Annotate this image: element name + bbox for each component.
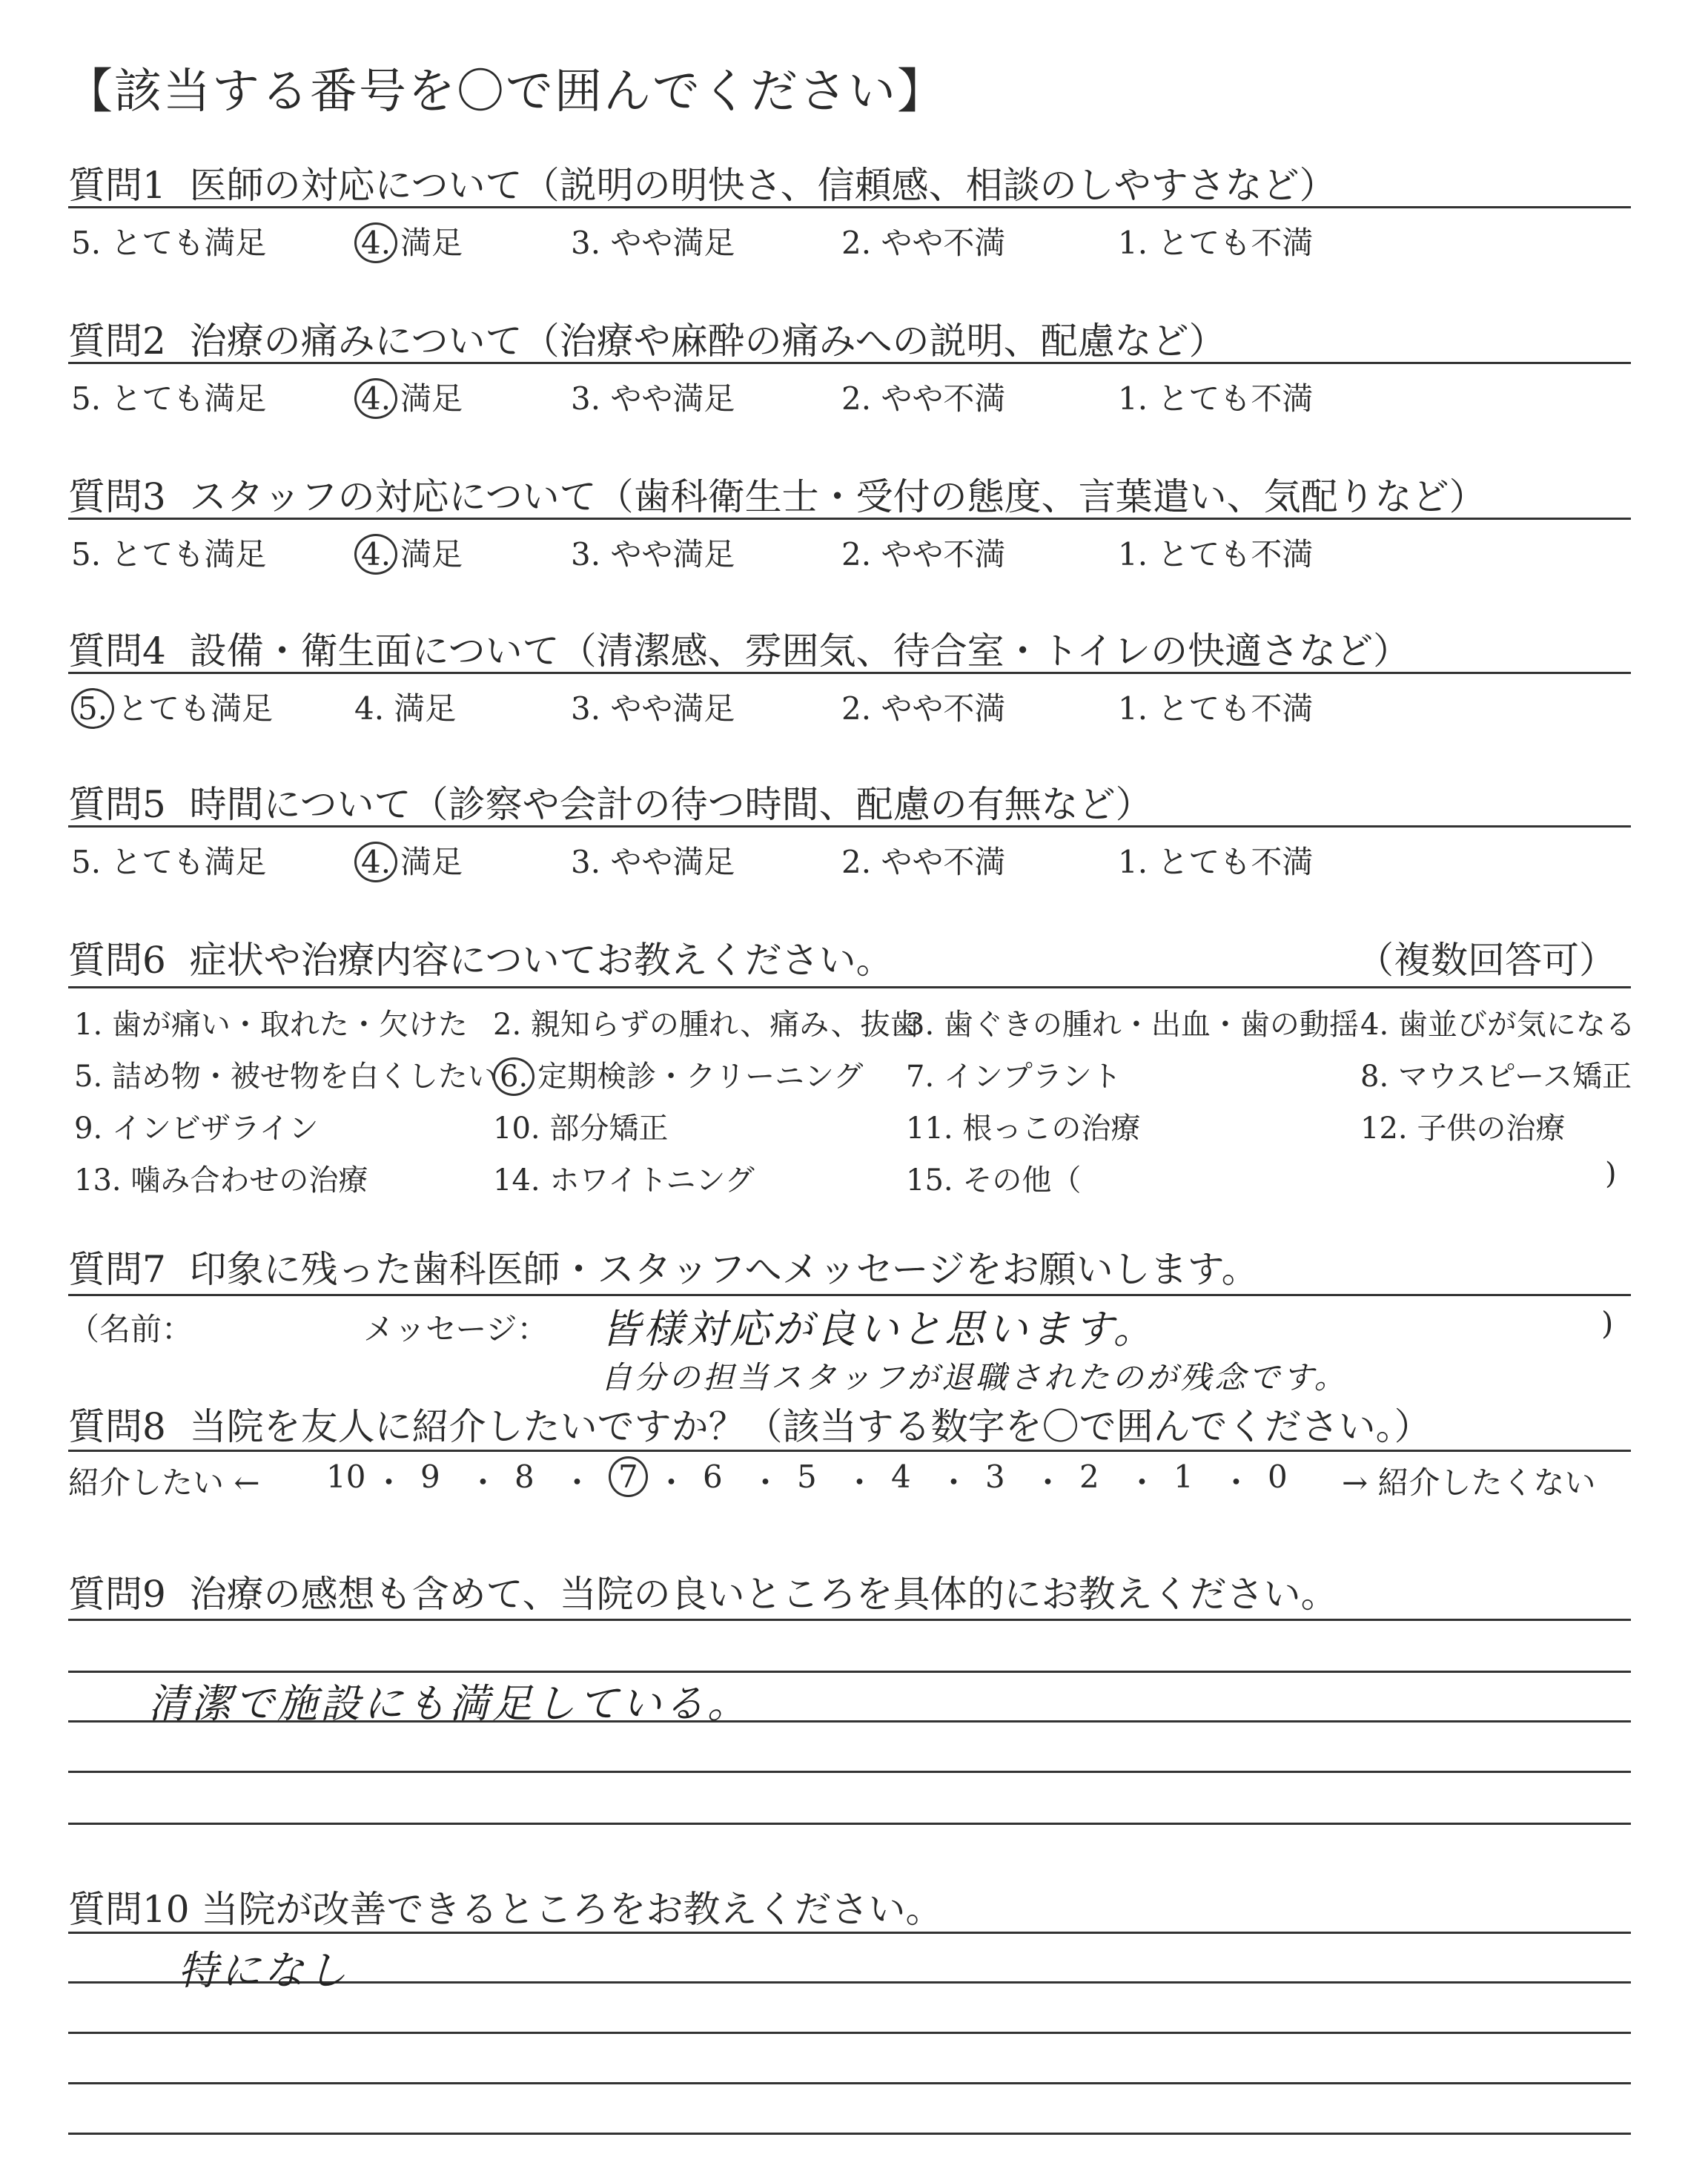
q7-heading xyxy=(68,1240,1259,1293)
q4-option-3[interactable]: 3. やや満足 xyxy=(571,690,735,727)
q8-separator: ・ xyxy=(655,1464,687,1501)
q4-option-2[interactable]: 2. やや不満 xyxy=(841,690,1006,727)
q10-text: 当院が改善できるところをお教えください。 xyxy=(201,1888,943,1931)
q8-separator: ・ xyxy=(1032,1464,1064,1501)
q6-option-12[interactable]: 12. 子供の治療 xyxy=(1360,1112,1566,1146)
q2-option-5[interactable]: 5. とても満足 xyxy=(71,380,267,417)
q6-label: 質問6 xyxy=(68,939,166,982)
q9-heading xyxy=(68,1565,1338,1618)
q5-option-5[interactable]: 5. とても満足 xyxy=(71,844,267,880)
q6-option-2[interactable]: 2. 親知らずの腫れ、痛み、抜歯 xyxy=(493,1008,920,1042)
q1-option-5[interactable]: 5. とても満足 xyxy=(71,225,267,261)
q1-option-2[interactable]: 2. やや不満 xyxy=(841,225,1006,261)
q7-message-label: メッセージ： xyxy=(363,1311,549,1347)
q8-scale-8[interactable]: 8 xyxy=(514,1459,534,1495)
selected-circle: 6. xyxy=(493,1057,534,1096)
q5-option-3[interactable]: 3. やや満足 xyxy=(571,844,735,880)
q6-option-4[interactable]: 4. 歯並びが気になる xyxy=(1360,1008,1635,1042)
q8-separator: ・ xyxy=(1220,1464,1252,1501)
q5-option-4[interactable]: 4. 満足 xyxy=(354,838,463,882)
page-title: 【該当する番号を〇で囲んでください】 xyxy=(65,65,946,119)
q3-heading xyxy=(68,467,1486,521)
q7-text: 印象に残った歯科医師・スタッフへメッセージをお願いします。 xyxy=(189,1248,1259,1291)
q10-heading xyxy=(68,1880,943,1933)
q4-rule xyxy=(68,672,1631,674)
q3-rule xyxy=(68,518,1631,520)
q6-option-9[interactable]: 9. インビザライン xyxy=(74,1112,319,1146)
q8-separator: ・ xyxy=(749,1464,781,1501)
q6-option-5[interactable]: 5. 詰め物・被せ物を白くしたい xyxy=(74,1060,497,1094)
q2-option-2[interactable]: 2. やや不満 xyxy=(841,380,1006,417)
q8-label: 質問8 xyxy=(68,1405,166,1448)
q6-option-15[interactable]: 15. その他（ xyxy=(906,1163,1082,1198)
q8-scale-6[interactable]: 6 xyxy=(703,1459,723,1495)
selected-circle: 4. xyxy=(354,842,397,882)
q4-label: 質問4 xyxy=(68,630,166,673)
q6-option-13[interactable]: 13. 噛み合わせの治療 xyxy=(74,1163,368,1198)
q10-label: 質問10 xyxy=(68,1888,190,1931)
q5-rule xyxy=(68,825,1631,828)
q10-answer: 特になし xyxy=(178,1947,350,1994)
q5-option-2[interactable]: 2. やや不満 xyxy=(841,844,1006,880)
q9-answer: 清潔で施設にも満足している。 xyxy=(148,1680,750,1727)
q1-option-3[interactable]: 3. やや満足 xyxy=(571,225,735,261)
q3-option-3[interactable]: 3. やや満足 xyxy=(571,536,735,572)
q7-message-line-1: 皆様対応が良いと思います。 xyxy=(600,1306,1156,1353)
q2-rule xyxy=(68,362,1631,364)
q2-text: 治療の痛みについて（治療や麻酔の痛みへの説明、配慮など） xyxy=(189,320,1226,363)
q5-label: 質問5 xyxy=(68,783,166,826)
q10-rule-4 xyxy=(68,2082,1631,2084)
q8-scale-2[interactable]: 2 xyxy=(1079,1459,1099,1495)
q6-option-14[interactable]: 14. ホワイトニング xyxy=(493,1163,755,1198)
q6-option-8[interactable]: 8. マウスピース矯正 xyxy=(1360,1060,1632,1094)
q6-note: （複数回答可） xyxy=(1357,939,1616,982)
q2-label: 質問2 xyxy=(68,320,166,363)
q4-heading xyxy=(68,621,1410,675)
q10-rule-3 xyxy=(68,2032,1631,2034)
q1-heading xyxy=(68,156,1337,209)
q6-option-3[interactable]: 3. 歯ぐきの腫れ・出血・歯の動揺 xyxy=(906,1008,1359,1042)
q8-scale-1[interactable]: 1 xyxy=(1174,1459,1194,1495)
q5-heading xyxy=(68,775,1153,828)
q7-close-paren: ) xyxy=(1601,1305,1614,1341)
q8-scale-4[interactable]: 4 xyxy=(891,1459,911,1495)
q8-text: 当院を友人に紹介したいですか？（該当する数字を〇で囲んでください。） xyxy=(189,1405,1431,1448)
selected-circle: 5. xyxy=(71,688,114,729)
q1-option-1[interactable]: 1. とても不満 xyxy=(1118,225,1314,261)
selected-circle: 4. xyxy=(354,534,397,575)
q2-heading xyxy=(68,311,1226,365)
q8-scale-9[interactable]: 9 xyxy=(420,1459,440,1495)
q8-left-label: 紹介したい ← xyxy=(68,1464,260,1501)
q6-other-close: ) xyxy=(1605,1157,1617,1191)
selected-circle: 7 xyxy=(609,1456,648,1497)
q1-text: 医師の対応について（説明の明快さ、信頼感、相談のしやすさなど） xyxy=(189,164,1337,207)
q1-label: 質問1 xyxy=(68,164,166,207)
q8-separator: ・ xyxy=(467,1464,499,1501)
q4-option-4[interactable]: 4. 満足 xyxy=(354,690,457,727)
q8-rule xyxy=(68,1450,1631,1452)
q10-rule-1 xyxy=(68,1932,1631,1934)
q3-label: 質問3 xyxy=(68,475,166,518)
q3-option-5[interactable]: 5. とても満足 xyxy=(71,536,267,572)
q6-rule xyxy=(68,986,1631,988)
q8-separator: ・ xyxy=(561,1464,593,1501)
q9-rule-4 xyxy=(68,1771,1631,1773)
q5-text: 時間について（診察や会計の待つ時間、配慮の有無など） xyxy=(189,783,1153,826)
q6-option-10[interactable]: 10. 部分矯正 xyxy=(493,1112,669,1146)
q6-heading xyxy=(68,931,893,984)
q3-text: スタッフの対応について（歯科衛生士・受付の態度、言葉遣い、気配りなど） xyxy=(189,475,1486,518)
q6-text: 症状や治療内容についてお教えください。 xyxy=(189,939,893,982)
q8-heading xyxy=(68,1397,1431,1450)
q6-option-11[interactable]: 11. 根っこの治療 xyxy=(906,1112,1141,1146)
q7-rule xyxy=(68,1294,1631,1296)
q8-scale-0[interactable]: 0 xyxy=(1268,1459,1288,1495)
q6-option-1[interactable]: 1. 歯が痛い・取れた・欠けた xyxy=(74,1008,468,1042)
selected-circle: 4. xyxy=(354,222,397,263)
q8-separator: ・ xyxy=(373,1464,405,1501)
q2-option-4[interactable]: 4. 満足 xyxy=(354,374,463,419)
q2-option-3[interactable]: 3. やや満足 xyxy=(571,380,735,417)
q10-rule-5 xyxy=(68,2133,1631,2135)
q3-option-2[interactable]: 2. やや不満 xyxy=(841,536,1006,572)
q8-separator: ・ xyxy=(938,1464,970,1501)
q3-option-4[interactable]: 4. 満足 xyxy=(354,530,463,575)
q7-label: 質問7 xyxy=(68,1248,166,1291)
q9-rule-1 xyxy=(68,1619,1631,1621)
q2-option-1[interactable]: 1. とても不満 xyxy=(1118,380,1314,417)
q4-option-1[interactable]: 1. とても不満 xyxy=(1118,690,1314,727)
q7-message-line-2: 自分の担当スタッフが退職されたのが残念です。 xyxy=(600,1359,1348,1396)
q5-option-1[interactable]: 1. とても不満 xyxy=(1118,844,1314,880)
q8-scale-5[interactable]: 5 xyxy=(797,1459,817,1495)
q6-option-7[interactable]: 7. インプラント xyxy=(906,1060,1122,1094)
selected-circle: 4. xyxy=(354,378,397,419)
q8-scale-3[interactable]: 3 xyxy=(985,1459,1005,1495)
q8-separator: ・ xyxy=(1126,1464,1158,1501)
q4-text: 設備・衛生面について（清潔感、雰囲気、待合室・トイレの快適さなど） xyxy=(189,630,1411,673)
q8-right-label: → 紹介したくない xyxy=(1342,1464,1596,1501)
q9-text: 治療の感想も含めて、当院の良いところを具体的にお教えください。 xyxy=(189,1573,1338,1616)
q1-rule xyxy=(68,206,1631,208)
q8-scale-7[interactable] xyxy=(609,1459,651,1495)
q7-name-label: （名前： xyxy=(68,1311,193,1347)
q3-option-1[interactable]: 1. とても不満 xyxy=(1118,536,1314,572)
q9-label: 質問9 xyxy=(68,1573,166,1616)
q1-option-4[interactable]: 4. 満足 xyxy=(354,219,463,263)
q8-scale-10[interactable]: 10 xyxy=(326,1459,366,1495)
q9-rule-5 xyxy=(68,1823,1631,1825)
q6-option-6[interactable]: 6. 定期検診・クリーニング xyxy=(493,1053,863,1095)
q8-separator: ・ xyxy=(844,1464,875,1501)
q4-option-5[interactable]: 5. とても満足 xyxy=(71,684,273,729)
